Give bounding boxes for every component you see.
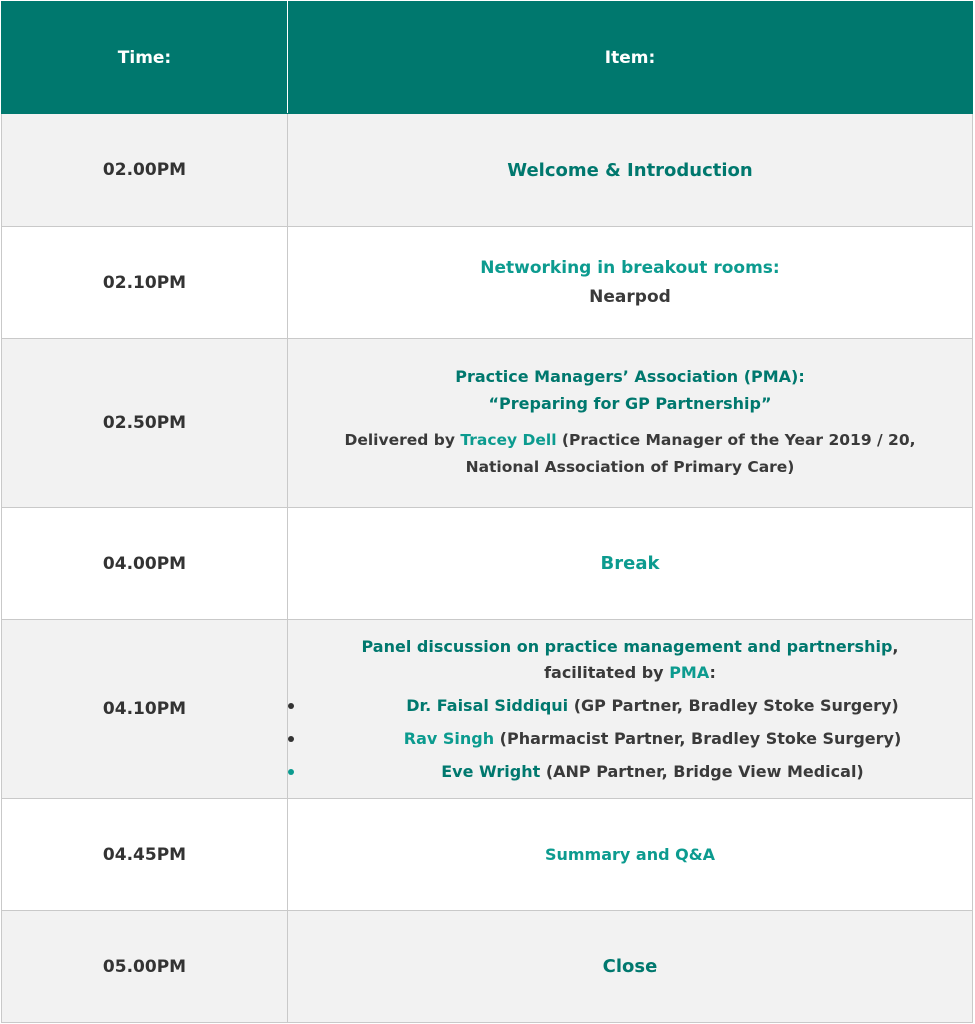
item-subtitle: Nearpod (589, 286, 671, 307)
item-cell (288, 508, 973, 620)
time-cell: 04.45PM (2, 799, 288, 911)
time-cell: 02.00PM (2, 114, 288, 227)
time-cell: 04.10PM (2, 620, 288, 799)
panelist-role: (ANP Partner, Bridge View Medical) (540, 762, 864, 782)
speaker-details: (Practice Manager of the Year 2019 / 20, (556, 431, 916, 450)
panel-title: Panel discussion on practice management and partnership (361, 636, 893, 656)
header-row (2, 2, 973, 114)
table-row (2, 620, 973, 799)
item-title-line1: Practice Managers’ Association (PMA): (455, 367, 805, 387)
facilitated-prefix: facilitated by (544, 663, 670, 682)
time-cell: 04.00PM (2, 508, 288, 620)
delivered-prefix: Delivered by (344, 431, 461, 450)
time-cell: 02.50PM (2, 339, 288, 508)
table-row (2, 508, 973, 620)
panelist-name: Rav Singh (403, 729, 495, 749)
facilitated-suffix: : (709, 663, 716, 682)
item-cell (288, 911, 973, 1023)
table-row (2, 339, 973, 508)
bullet-icon (288, 769, 294, 775)
item-title-line2: “Preparing for GP Partnership” (488, 393, 772, 413)
panel-title-comma: , (892, 636, 899, 656)
panelist-role: (Pharmacist Partner, Bradley Stoke Surgery) (494, 729, 902, 749)
item-cell (288, 799, 973, 911)
item-title: Welcome & Introduction (507, 159, 753, 181)
time-cell: 05.00PM (2, 911, 288, 1023)
time-cell: 02.10PM (2, 227, 288, 339)
table-row (2, 799, 973, 911)
item-title: Break (600, 553, 660, 574)
item-header: Item: (288, 2, 973, 114)
panelist-name: Dr. Faisal Siddiqui (406, 696, 569, 716)
table-row (2, 114, 973, 227)
time-header: Time: (2, 2, 288, 114)
panelist-list (288, 694, 972, 784)
panelist-name: Eve Wright (441, 762, 541, 782)
item-cell (288, 339, 973, 508)
item-title: Summary and Q&A (544, 845, 716, 864)
item-title: Close (602, 956, 658, 977)
item-title: Networking in breakout rooms: (480, 258, 780, 279)
facilitator-name: PMA (669, 663, 710, 682)
delivered-by-line (288, 427, 972, 454)
item-cell (288, 620, 973, 799)
panelist-role: (GP Partner, Bradley Stoke Surgery) (568, 696, 899, 716)
list-item (288, 727, 972, 751)
item-cell (288, 114, 973, 227)
bullet-icon (288, 703, 294, 709)
list-item (288, 694, 972, 718)
table-row (2, 911, 973, 1023)
list-item (288, 760, 972, 784)
item-cell (288, 227, 973, 339)
bullet-icon (288, 736, 294, 742)
panel-intro (288, 634, 972, 687)
speaker-name: Tracey Dell (460, 431, 557, 450)
table-row (2, 227, 973, 339)
agenda-table (1, 1, 973, 1023)
speaker-details-line2: National Association of Primary Care) (465, 458, 795, 477)
